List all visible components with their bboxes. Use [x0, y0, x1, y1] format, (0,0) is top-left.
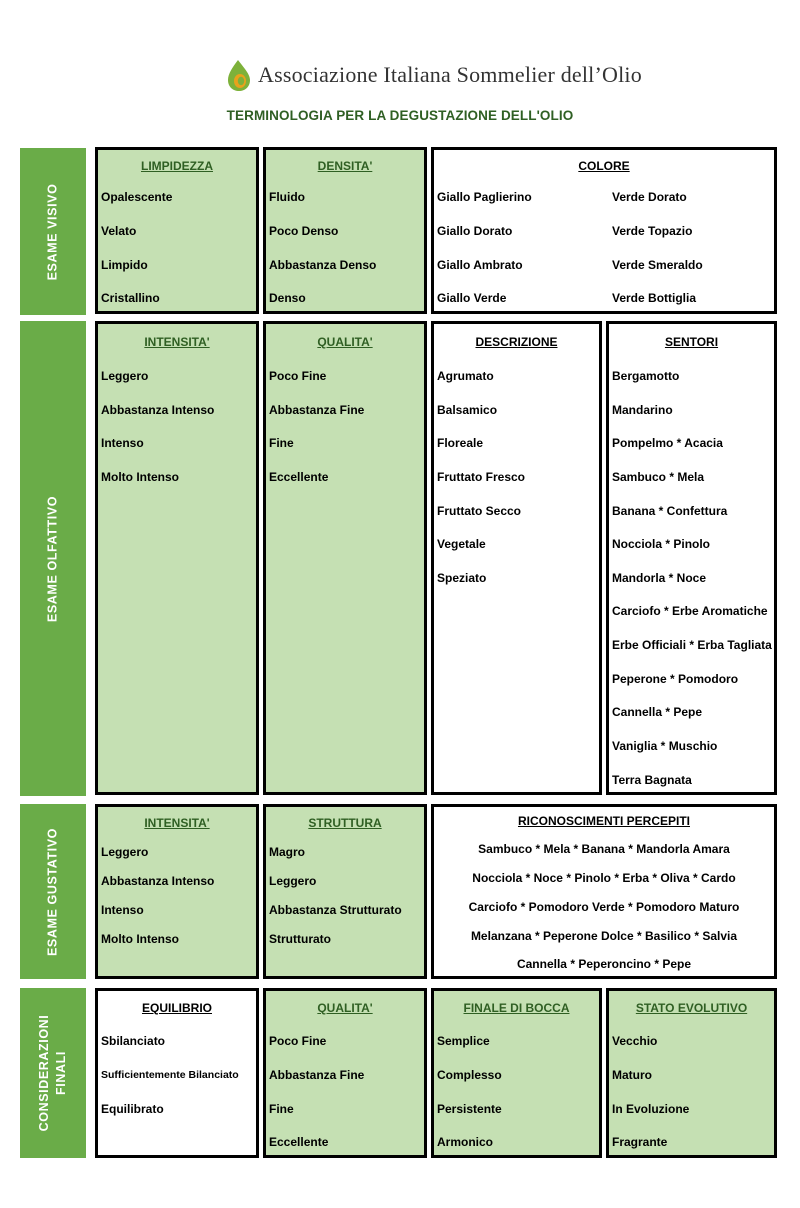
- box-title: COLORE: [578, 159, 630, 173]
- list-item: Molto Intenso: [101, 932, 179, 946]
- header-logo: [226, 55, 642, 95]
- colore-box: [431, 147, 777, 314]
- list-item: Mandorla * Noce: [612, 571, 707, 585]
- list-item: Leggero: [269, 874, 317, 888]
- list-item: Sufficientemente Bilanciato: [101, 1069, 239, 1081]
- list-item: Fluido: [269, 190, 305, 204]
- list-item: Persistente: [437, 1102, 502, 1116]
- list-item: Denso: [269, 291, 306, 305]
- list-item: Eccellente: [269, 1135, 329, 1149]
- list-item: Giallo Ambrato: [437, 258, 523, 272]
- list-item: Giallo Paglierino: [437, 190, 532, 204]
- list-item: Nocciola * Noce * Pinolo * Erba * Oliva * Cardo: [472, 871, 736, 885]
- list-item: Cannella * Pepe: [612, 705, 703, 719]
- list-item: Armonico: [437, 1135, 494, 1149]
- list-item: Poco Fine: [269, 369, 327, 383]
- list-item: Strutturato: [269, 932, 331, 946]
- list-item: Sambuco * Mela: [612, 470, 705, 484]
- box-title: STATO EVOLUTIVO: [635, 1001, 748, 1015]
- list-item: Agrumato: [437, 369, 494, 383]
- list-item: Intenso: [101, 903, 144, 917]
- box-title: FINALE DI BOCCA: [463, 1001, 570, 1015]
- list-item: Abbastanza Fine: [269, 403, 365, 417]
- box-title: DENSITA': [317, 159, 373, 173]
- olive-drop-icon: [226, 58, 252, 92]
- list-item: Fine: [269, 436, 294, 450]
- list-item: Bergamotto: [612, 369, 680, 383]
- list-item: In Evoluzione: [612, 1102, 690, 1116]
- list-item: Abbastanza Strutturato: [269, 903, 402, 917]
- qualita-olfattiva-box: [263, 321, 427, 795]
- list-item: Fragrante: [612, 1135, 668, 1149]
- list-item: Leggero: [101, 845, 149, 859]
- list-item: Maturo: [612, 1068, 652, 1082]
- densita-box: [263, 147, 427, 314]
- list-item: Leggero: [101, 369, 149, 383]
- section-label-considerazioni-finali: [20, 988, 86, 1158]
- list-item: Sambuco * Mela * Banana * Mandorla Amara: [478, 842, 730, 856]
- list-item: Peperone * Pomodoro: [612, 672, 739, 686]
- riconoscimenti-box: [431, 804, 777, 979]
- list-item: Abbastanza Fine: [269, 1068, 365, 1082]
- box-title: RICONOSCIMENTI PERCEPITI: [517, 814, 690, 828]
- list-item: Banana * Confettura: [612, 504, 728, 518]
- list-item: Magro: [269, 845, 305, 859]
- page-title: TERMINOLOGIA PER LA DEGUSTAZIONE DELL'OLIO: [226, 108, 574, 123]
- box-title: INTENSITA': [144, 335, 210, 349]
- list-item: Pompelmo * Acacia: [612, 436, 723, 450]
- list-item: Nocciola * Pinolo: [612, 537, 711, 551]
- list-item: Mandarino: [612, 403, 673, 417]
- list-item: Carciofo * Erbe Aromatiche: [612, 604, 768, 618]
- box-title: EQUILIBRIO: [141, 1001, 212, 1015]
- box-title: QUALITA': [317, 335, 373, 349]
- list-item: Giallo Verde: [437, 291, 507, 305]
- box-title: QUALITA': [317, 1001, 373, 1015]
- list-item: Abbastanza Intenso: [101, 874, 215, 888]
- list-item: Complesso: [437, 1068, 502, 1082]
- list-item: Cannella * Peperoncino * Pepe: [516, 957, 692, 971]
- list-item: Balsamico: [437, 403, 498, 417]
- list-item: Vaniglia * Muschio: [612, 739, 718, 753]
- list-item: Fruttato Secco: [437, 504, 522, 518]
- list-item: Molto Intenso: [101, 470, 179, 484]
- list-item: Vegetale: [437, 537, 486, 551]
- finale-di-bocca-box: [431, 988, 602, 1158]
- list-item: Verde Smeraldo: [612, 258, 703, 272]
- list-item: Terra Bagnata: [612, 773, 692, 787]
- list-item: Fine: [269, 1102, 294, 1116]
- section-label-text: ESAME VISIVO: [45, 183, 60, 280]
- list-item: Erbe Officiali * Erba Tagliata: [612, 638, 772, 652]
- list-item: Limpido: [101, 258, 148, 272]
- section-label-text: [36, 1015, 70, 1132]
- list-item: Sbilanciato: [101, 1034, 166, 1048]
- sentori-box: [606, 321, 777, 795]
- list-item: Carciofo * Pomodoro Verde * Pomodoro Maturo: [468, 900, 740, 914]
- section-label-esame-olfattivo: [20, 321, 86, 796]
- box-title: SENTORI: [664, 335, 719, 349]
- list-item: Vecchio: [612, 1034, 658, 1048]
- box-title: INTENSITA': [144, 816, 210, 830]
- intensita-gustativa-box: [95, 804, 259, 979]
- section-label-line: FINALI: [54, 1051, 68, 1095]
- list-item: Abbastanza Denso: [269, 258, 377, 272]
- section-label-esame-gustativo: [20, 804, 86, 979]
- list-item: Semplice: [437, 1034, 490, 1048]
- list-item: Velato: [101, 224, 137, 238]
- list-item: Verde Dorato: [612, 190, 687, 204]
- org-name: Associazione Italiana Sommelier dell’Olio: [258, 62, 642, 87]
- struttura-box: [263, 804, 427, 979]
- list-item: Verde Topazio: [612, 224, 693, 238]
- box-title: DESCRIZIONE: [475, 335, 558, 349]
- list-item: Opalescente: [101, 190, 173, 204]
- descrizione-box: [431, 321, 602, 795]
- list-item: Cristallino: [101, 291, 160, 305]
- list-item: Fruttato Fresco: [437, 470, 526, 484]
- section-label-esame-visivo: [20, 148, 86, 315]
- intensita-olfattiva-box: [95, 321, 259, 795]
- list-item: Poco Fine: [269, 1034, 327, 1048]
- list-item: Floreale: [437, 436, 484, 450]
- limpidezza-box: [95, 147, 259, 314]
- list-item: Giallo Dorato: [437, 224, 513, 238]
- section-label-text: ESAME OLFATTIVO: [45, 495, 60, 622]
- list-item: Intenso: [101, 436, 144, 450]
- stato-evolutivo-box: [606, 988, 777, 1158]
- section-label-text: ESAME GUSTATIVO: [45, 827, 60, 956]
- qualita-finale-box: [263, 988, 427, 1158]
- section-label-line: CONSIDERAZIONI: [37, 1014, 51, 1132]
- list-item: Verde Bottiglia: [612, 291, 697, 305]
- list-item: Speziato: [437, 571, 487, 585]
- list-item: Melanzana * Peperone Dolce * Basilico * Salvia: [470, 929, 738, 943]
- list-item: Abbastanza Intenso: [101, 403, 215, 417]
- list-item: Poco Denso: [269, 224, 339, 238]
- box-title: LIMPIDEZZA: [141, 159, 213, 173]
- list-item: Equilibrato: [101, 1102, 164, 1116]
- equilibrio-box: [95, 988, 259, 1158]
- box-title: STRUTTURA: [308, 816, 382, 830]
- list-item: Eccellente: [269, 470, 329, 484]
